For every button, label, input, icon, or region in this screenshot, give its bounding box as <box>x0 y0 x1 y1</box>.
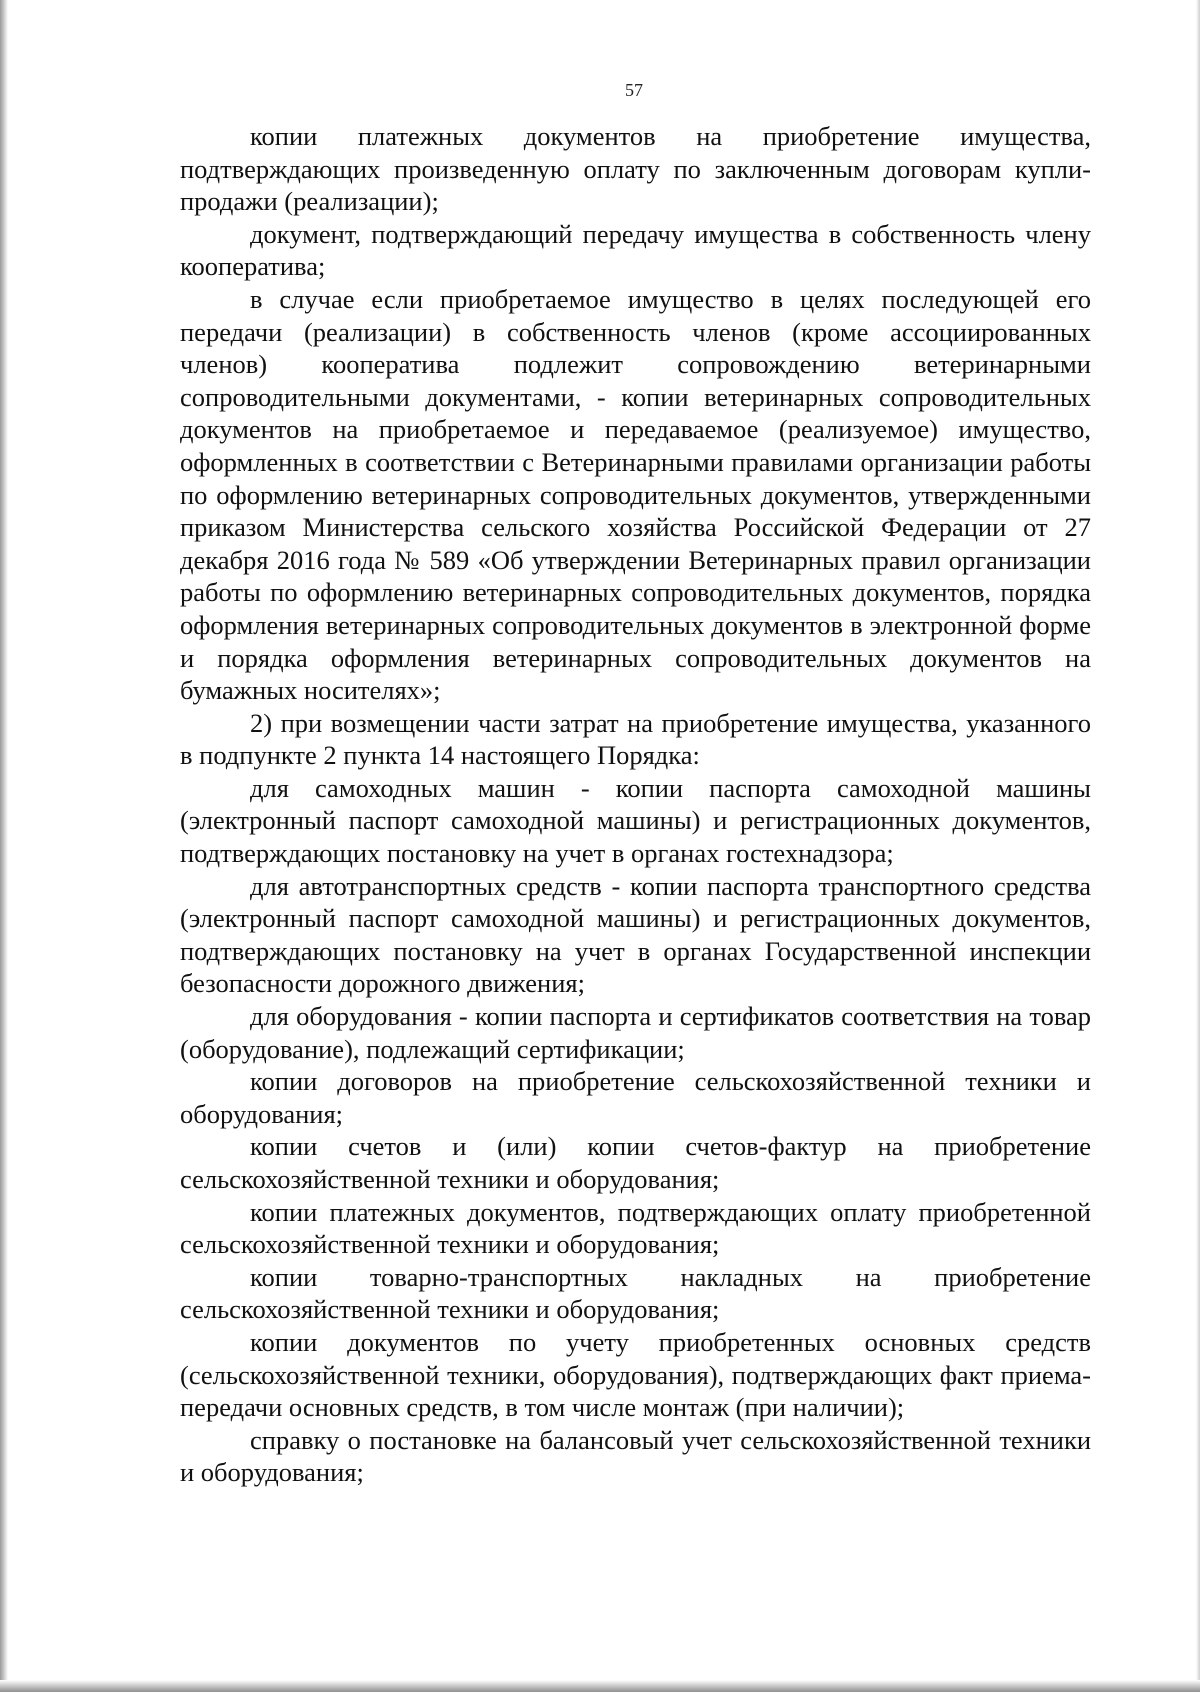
paragraph: копии документов по учету приобретенных основных средств (сельскохозяйственной техники, оборудования), подтверждающих факт приема-передачи основных средств, в том числе монтаж (при наличии); <box>180 1326 1091 1423</box>
scan-edge-left <box>0 0 8 1692</box>
paragraph: копии платежных документов, подтверждающих оплату приобретенной сельскохозяйственной техники и оборудования; <box>180 1196 1091 1260</box>
paragraph: для автотранспортных средств - копии паспорта транспортного средства (электронный паспорт самоходной машины) и регистрационных документов, подтверждающих постановку на учет в органах Государственной инспекции безопасности дорожного движения; <box>180 870 1091 999</box>
paragraph: копии товарно-транспортных накладных на приобретение сельскохозяйственной техники и оборудования; <box>180 1261 1091 1325</box>
page-number: 57 <box>625 80 643 100</box>
scan-edge-bottom <box>0 1680 1200 1692</box>
paragraph: справку о постановке на балансовый учет сельскохозяйственной техники и оборудования; <box>180 1424 1091 1488</box>
paragraph: для самоходных машин - копии паспорта самоходной машины (электронный паспорт самоходной машины) и регистрационных документов, подтверждающих постановку на учет в органах гостехнадзора; <box>180 772 1091 869</box>
document-body <box>180 120 1091 1489</box>
scan-edge-right <box>1196 0 1200 1692</box>
paragraph: копии договоров на приобретение сельскохозяйственной техники и оборудования; <box>180 1066 1091 1129</box>
paragraph: 2) при возмещении части затрат на приобретение имущества, указанного в подпункте 2 пункта 14 настоящего Порядка: <box>180 707 1091 771</box>
paragraph: копии платежных документов на приобретение имущества, подтверждающих произведенную оплату по заключенным договорам купли-продажи (реализации); <box>180 121 1091 217</box>
paragraph: копии счетов и (или) копии счетов-фактур на приобретение сельскохозяйственной техники и оборудования; <box>180 1131 1091 1194</box>
paragraph: в случае если приобретаемое имущество в целях последующей его передачи (реализации) в собственность членов (кроме ассоциированных членов) кооператива подлежит сопровождению ветеринарными сопроводительными документами, - копии ветеринарных сопроводительных документов на приобретаемое и передаваемое (реализуемое) имущество, оформленных в соответствии с Ветеринарными правилами организации работы по оформлению ветеринарных сопроводительных документов, утвержденными приказом Министерства сельского хозяйства Российской Федерации от 27 декабря 2016 года № 589 «Об утверждении Ветеринарных правил организации работы по оформлению ветеринарных сопроводительных документов, порядка оформления ветеринарных сопроводительных документов в электронной форме и порядка оформления ветеринарных сопроводительных документов на бумажных носителях»; <box>180 283 1091 706</box>
paragraph: документ, подтверждающий передачу имущества в собственность члену кооператива; <box>180 218 1091 282</box>
paragraph: для оборудования - копии паспорта и сертификатов соответствия на товар (оборудование), подлежащий сертификации; <box>180 1001 1091 1064</box>
